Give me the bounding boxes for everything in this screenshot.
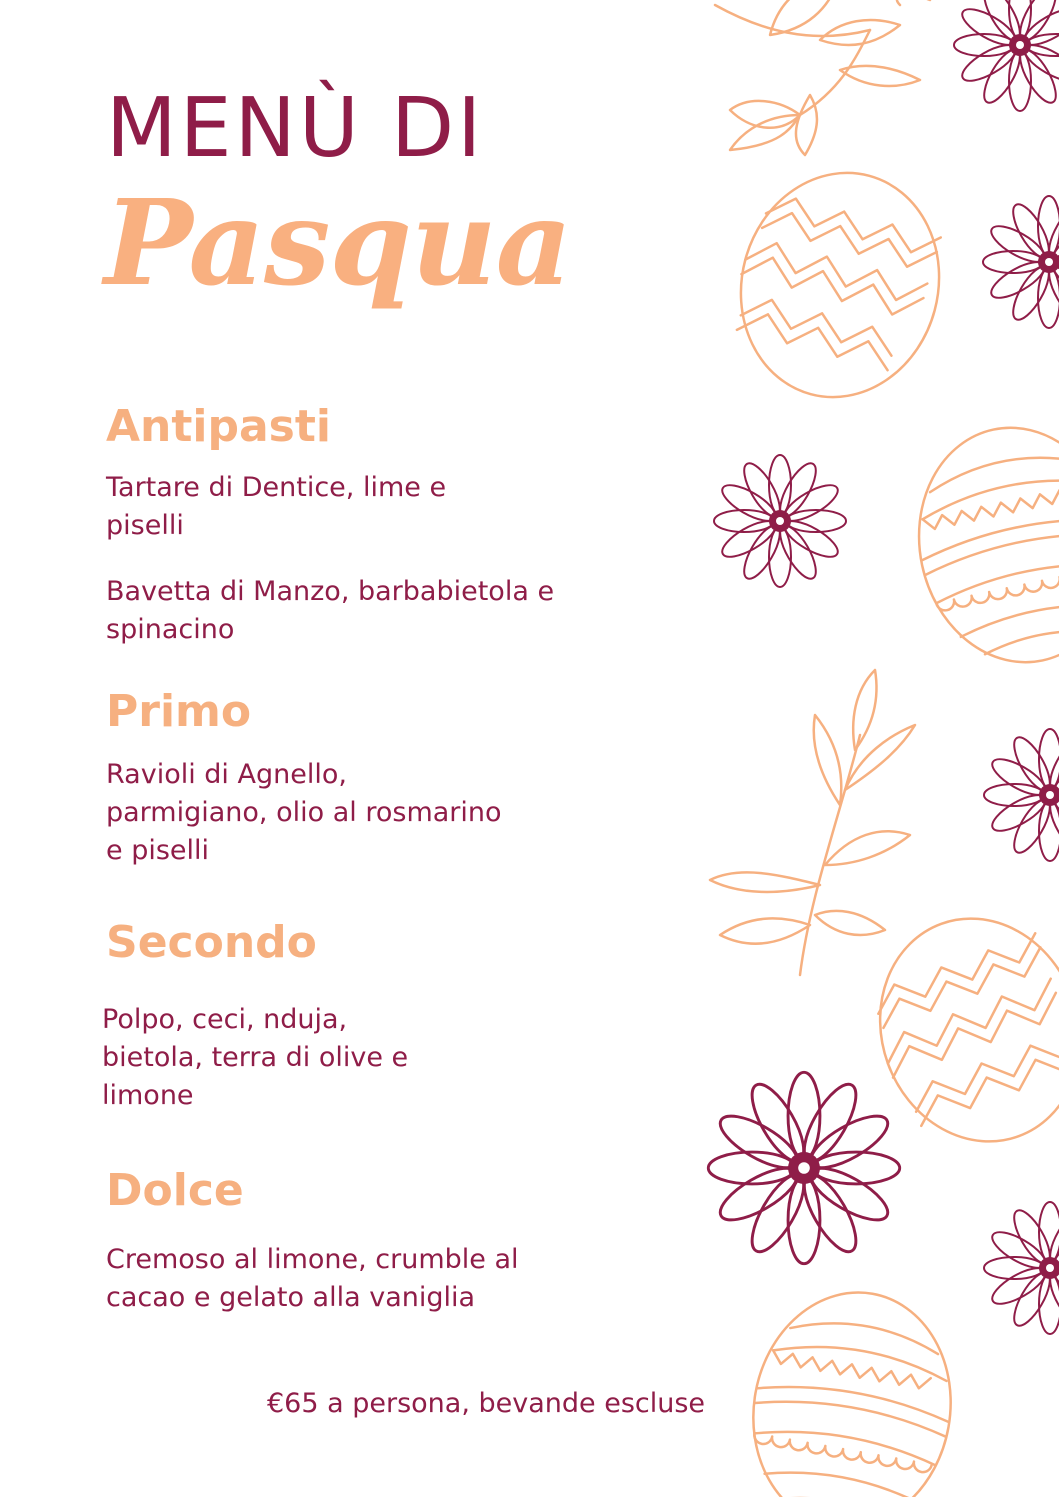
easter-decorations — [640, 0, 1059, 1497]
daisy-flower-icon — [984, 729, 1059, 861]
daisy-flower-icon — [954, 0, 1059, 111]
section-heading-secondo: Secondo — [106, 917, 317, 968]
dish-item: Ravioli di Agnello, parmigiano, olio al rosmarino e piselli — [106, 759, 502, 866]
title-line-menu: MENÙ DI — [106, 81, 485, 176]
section-heading-antipasti: Antipasti — [106, 401, 331, 452]
price-note: €65 a persona, bevande escluse — [267, 1388, 706, 1419]
section-heading-primo: Primo — [106, 686, 252, 737]
daisy-flower-icon — [708, 1072, 899, 1263]
leafy-branch-icon — [710, 670, 915, 975]
dish-item: Polpo, ceci, nduja, bietola, terra di olive e limone — [102, 1004, 409, 1111]
easter-egg-icon — [716, 150, 964, 419]
daisy-flower-icon — [983, 196, 1059, 328]
leafy-branch-icon — [715, 0, 930, 155]
easter-egg-icon — [735, 1277, 969, 1497]
title-line-pasqua: Pasqua — [104, 173, 572, 312]
dish-item: Tartare di Dentice, lime e piselli — [106, 472, 447, 541]
daisy-flower-icon — [984, 1202, 1059, 1334]
daisy-flower-icon — [714, 455, 846, 587]
easter-egg-icon — [898, 409, 1059, 681]
section-heading-dolce: Dolce — [106, 1165, 244, 1216]
dish-item: Bavetta di Manzo, barbabietola e spinacino — [106, 576, 555, 645]
dish-item: Cremoso al limone, crumble al cacao e gelato alla vaniglia — [106, 1244, 519, 1313]
